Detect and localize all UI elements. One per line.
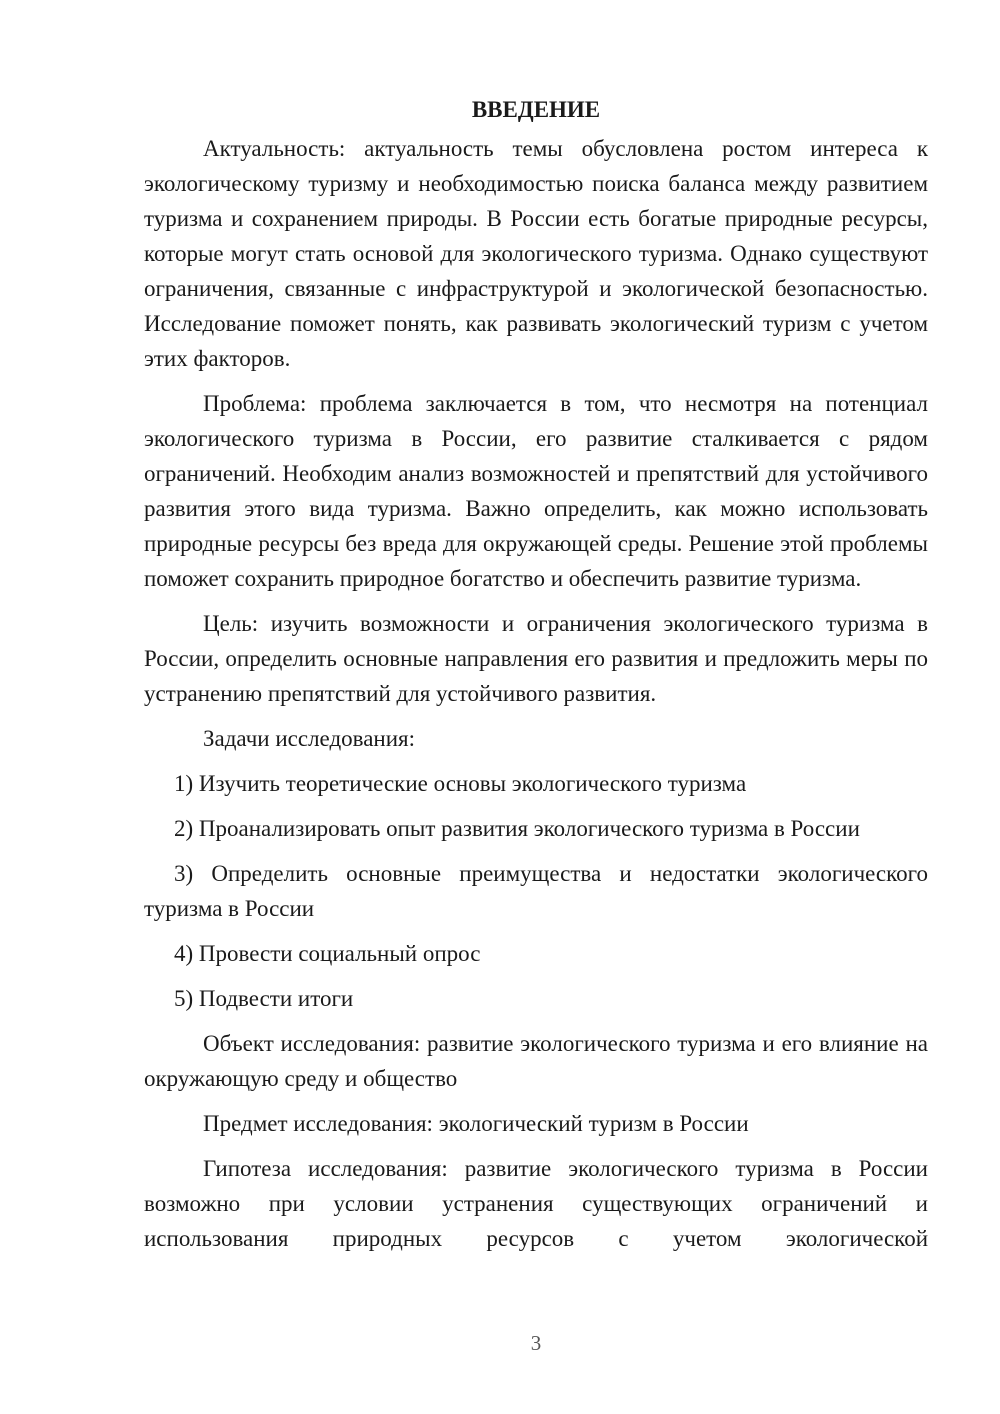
page-number: 3 [530, 1331, 542, 1355]
task-item-5: 5) Подвести итоги [174, 986, 354, 1011]
section-heading: ВВЕДЕНИЕ [471, 97, 601, 122]
paragraph-hypothesis: Гипотеза исследования: развитие экологического туризма в России возможно при условии устранения существующих ограничений и использования природных ресурсов с учетом экологической [144, 1156, 928, 1251]
task-item-4: 4) Провести социальный опрос [174, 941, 481, 966]
paragraph-tasks-heading: Задачи исследования: [203, 726, 416, 751]
paragraph-problem: Проблема: проблема заключается в том, что несмотря на потенциал экологического туризма в России, его развитие сталкивается с рядом ограничений. Необходим анализ возможностей и препятствий для устойчивого развития этого вида туризма. Важно определить, как можно использовать природные ресурсы без вреда для окружающей среды. Решение этой проблемы поможет сохранить природное богатство и обеспечить развитие туризма. [144, 391, 928, 591]
task-item-2: 2) Проанализировать опыт развития экологического туризма в России [174, 816, 860, 841]
paragraph-subject: Предмет исследования: экологический туризм в России [203, 1111, 749, 1136]
paragraph-goal: Цель: изучить возможности и ограничения экологического туризма в России, определить основные направления его развития и предложить меры по устранению препятствий для устойчивого развития. [144, 611, 928, 706]
task-item-3: 3) Определить основные преимущества и недостатки экологического туризма в России [144, 861, 928, 921]
paragraph-relevance: Актуальность: актуальность темы обусловлена ростом интереса к экологическому туризму и необходимостью поиска баланса между развитием туризма и сохранением природы. В России есть богатые природные ресурсы, которые могут стать основой для экологического туризма. Однако существуют ограничения, связанные с инфраструктурой и экологической безопасностью. Исследование поможет понять, как развивать экологический туризм с учетом этих факторов. [144, 136, 928, 371]
task-item-1: 1) Изучить теоретические основы экологического туризма [174, 771, 747, 796]
paragraph-object: Объект исследования: развитие экологического туризма и его влияние на окружающую среду и общество [144, 1031, 928, 1091]
